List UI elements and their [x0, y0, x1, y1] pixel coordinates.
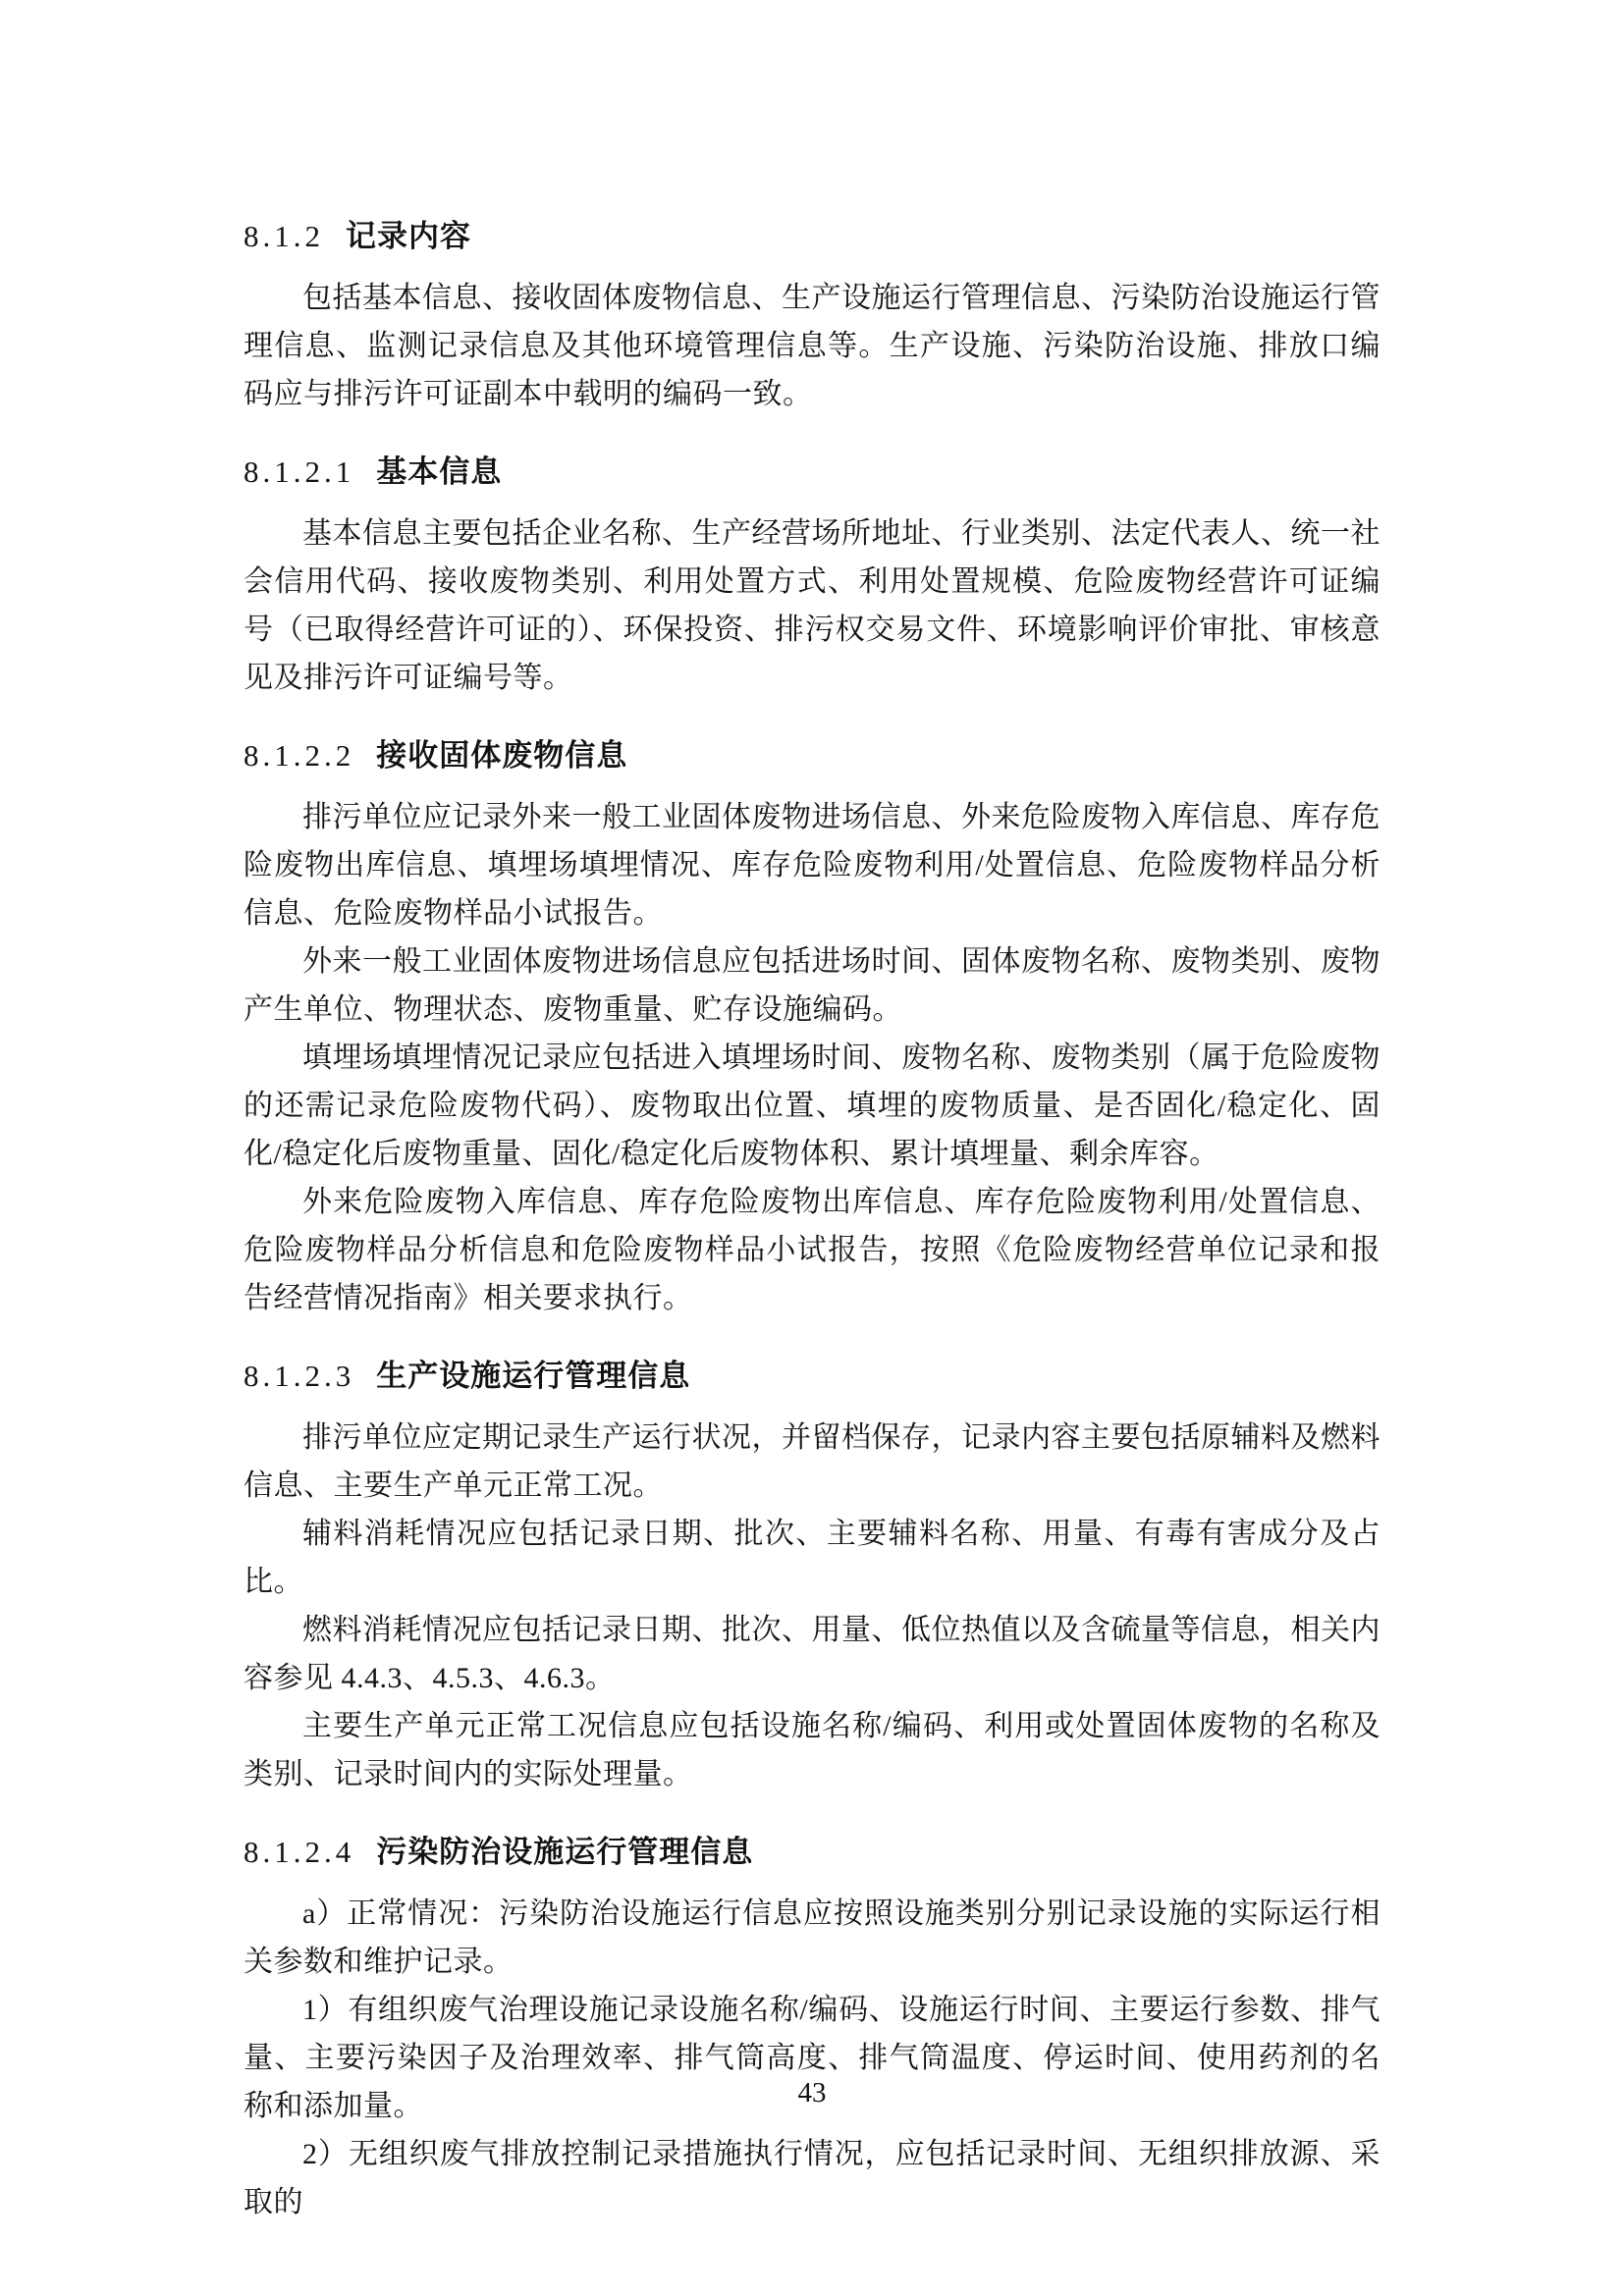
paragraph: 2）无组织废气排放控制记录措施执行情况，应包括记录时间、无组织排放源、采取的	[244, 2138, 1380, 2218]
heading-title: 记录内容	[346, 219, 471, 253]
heading-number: 8.1.2.3	[244, 1359, 355, 1393]
section-heading	[244, 731, 1380, 779]
document-content	[244, 212, 1380, 2226]
section-8-1-2-3	[244, 1352, 1380, 1798]
heading-number: 8.1.2	[244, 219, 324, 253]
paragraph: a）正常情况：污染防治设施运行信息应按照设施类别分别记录设施的实际运行相关参数和维护记录。	[244, 1897, 1380, 1978]
section-heading	[244, 1352, 1380, 1400]
paragraph: 包括基本信息、接收固体废物信息、生产设施运行管理信息、污染防治设施运行管理信息、监测记录信息及其他环境管理信息等。生产设施、污染防治设施、排放口编码应与排污许可证副本中载明的编码一致。	[244, 282, 1380, 410]
section-heading	[244, 1828, 1380, 1876]
heading-title: 基本信息	[376, 454, 503, 489]
heading-title: 生产设施运行管理信息	[376, 1359, 691, 1393]
page-number: 43	[797, 2077, 827, 2109]
heading-title: 污染防治设施运行管理信息	[376, 1835, 754, 1869]
heading-number: 8.1.2.1	[244, 454, 355, 489]
paragraph: 填埋场填埋情况记录应包括进入填埋场时间、废物名称、废物类别（属于危险废物的还需记录危险废物代码）、废物取出位置、填埋的废物质量、是否固化/稳定化、固化/稳定化后废物重量、固化/稳定化后废物体积、累计填埋量、剩余库容。	[244, 1041, 1380, 1170]
paragraph: 燃料消耗情况应包括记录日期、批次、用量、低位热值以及含硫量等信息，相关内容参见 4.4.3、4.5.3、4.6.3。	[244, 1614, 1380, 1694]
paragraph: 外来一般工业固体废物进场信息应包括进场时间、固体废物名称、废物类别、废物产生单位、物理状态、废物重量、贮存设施编码。	[244, 945, 1380, 1026]
paragraph: 1）有组织废气治理设施记录设施名称/编码、设施运行时间、主要运行参数、排气量、主要污染因子及治理效率、排气筒高度、排气筒温度、停运时间、使用药剂的名称和添加量。	[244, 1994, 1380, 2122]
paragraph: 排污单位应定期记录生产运行状况，并留档保存，记录内容主要包括原辅料及燃料信息、主要生产单元正常工况。	[244, 1421, 1380, 1502]
heading-number: 8.1.2.4	[244, 1835, 355, 1869]
section-8-1-2-1	[244, 448, 1380, 702]
paragraph: 主要生产单元正常工况信息应包括设施名称/编码、利用或处置固体废物的名称及类别、记录时间内的实际处理量。	[244, 1710, 1380, 1790]
heading-title: 接收固体废物信息	[376, 738, 628, 773]
section-8-1-2	[244, 212, 1380, 418]
section-8-1-2-2	[244, 731, 1380, 1322]
paragraph: 辅料消耗情况应包括记录日期、批次、主要辅料名称、用量、有毒有害成分及占比。	[244, 1518, 1380, 1598]
paragraph: 基本信息主要包括企业名称、生产经营场所地址、行业类别、法定代表人、统一社会信用代码、接收废物类别、利用处置方式、利用处置规模、危险废物经营许可证编号（已取得经营许可证的）、环保投资、排污权交易文件、环境影响评价审批、审核意见及排污许可证编号等。	[244, 517, 1380, 694]
section-heading	[244, 212, 1380, 260]
paragraph: 外来危险废物入库信息、库存危险废物出库信息、库存危险废物利用/处置信息、危险废物样品分析信息和危险废物样品小试报告，按照《危险废物经营单位记录和报告经营情况指南》相关要求执行。	[244, 1186, 1380, 1314]
heading-number: 8.1.2.2	[244, 738, 355, 773]
section-heading	[244, 448, 1380, 496]
section-8-1-2-4	[244, 1828, 1380, 2226]
paragraph: 排污单位应记录外来一般工业固体废物进场信息、外来危险废物入库信息、库存危险废物出库信息、填埋场填埋情况、库存危险废物利用/处置信息、危险废物样品分析信息、危险废物样品小试报告。	[244, 801, 1380, 930]
